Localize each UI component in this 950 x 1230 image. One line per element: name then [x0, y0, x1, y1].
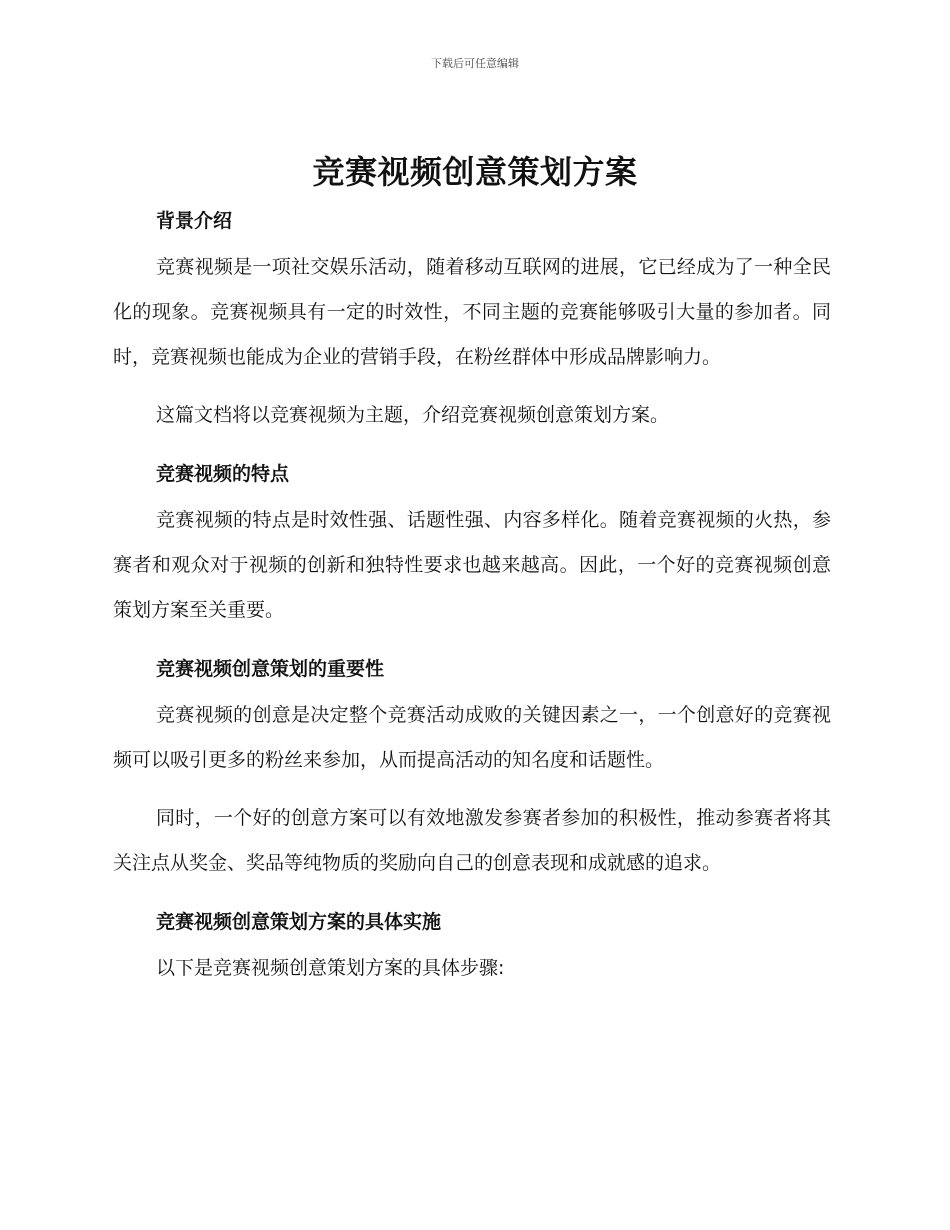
section-heading: 竞赛视频创意策划方案的具体实施 — [156, 911, 442, 933]
paragraph: 竞赛视频的创意是决定整个竞赛活动成败的关键因素之一，一个创意好的竞赛视频可以吸引更多的粉丝来参加，从而提高活动的知名度和话题性。 — [113, 704, 831, 771]
section-implementation — [113, 899, 831, 991]
section-features — [113, 451, 831, 633]
document-title: 竞赛视频创意策划方案 — [312, 153, 638, 191]
section-background — [113, 198, 831, 438]
page-header-note: 下载后可任意编辑 — [431, 57, 519, 70]
section-heading: 竞赛视频创意策划的重要性 — [156, 658, 385, 680]
paragraph: 竞赛视频的特点是时效性强、话题性强、内容多样化。随着竞赛视频的火热，参赛者和观众对于视频的创新和独特性要求也越来越高。因此，一个好的竞赛视频创意策划方案至关重要。 — [113, 509, 831, 621]
section-importance — [113, 646, 831, 886]
section-heading: 背景介绍 — [156, 210, 233, 232]
paragraph: 这篇文档将以竞赛视频为主题，介绍竞赛视频创意策划方案。 — [156, 404, 670, 426]
paragraph: 以下是竞赛视频创意策划方案的具体步骤: — [156, 957, 505, 979]
document-body — [113, 198, 831, 991]
paragraph: 竞赛视频是一项社交娱乐活动，随着移动互联网的进展，它已经成为了一种全民化的现象。竞赛视频具有一定的时效性，不同主题的竞赛能够吸引大量的参加者。同时，竞赛视频也能成为企业的营销手段，在粉丝群体中形成品牌影响力。 — [113, 256, 831, 368]
section-heading: 竞赛视频的特点 — [156, 463, 290, 485]
paragraph: 同时，一个好的创意方案可以有效地激发参赛者参加的积极性，推动参赛者将其关注点从奖金、奖品等纯物质的奖励向自己的创意表现和成就感的追求。 — [113, 807, 831, 874]
